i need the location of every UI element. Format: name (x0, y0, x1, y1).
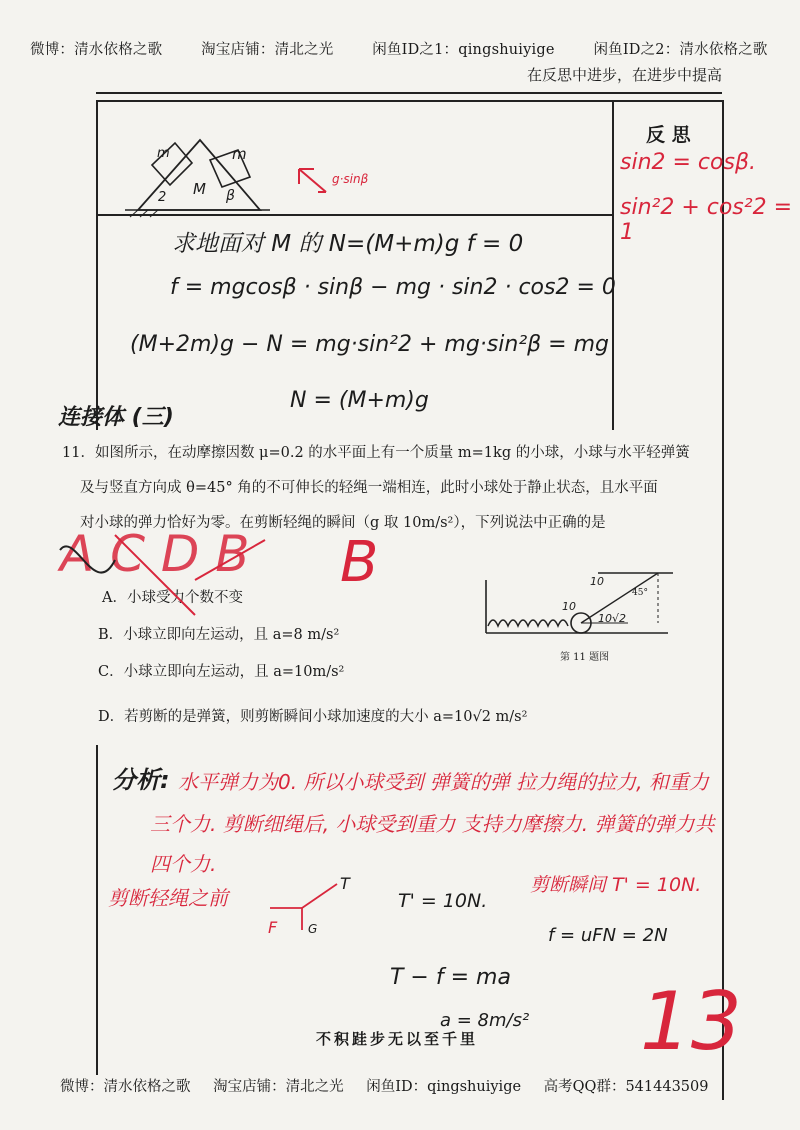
fig-caption: 第 11 题图 (560, 652, 610, 663)
question-line-1: 11．如图所示，在动摩擦因数 μ=0.2 的水平面上有一个质量 m=1kg 的小球，小球与水平轻弹簧 (62, 445, 690, 461)
header-motto: 在反思中进步，在进步中提高 (526, 66, 722, 84)
wedge-angle2-label: β (226, 188, 235, 204)
force-G-label: G (308, 922, 318, 936)
question-line-3: 对小球的弹力恰好为零。在剪断轻绳的瞬间（g 取 10m/s²），下列说法中正确的是 (80, 515, 606, 531)
wedge-block1-label: m (157, 146, 170, 161)
reflection-title: 反 思 (646, 124, 691, 146)
work-line-1: 求地面对 M 的 N=(M+m)g f = 0 (172, 231, 524, 257)
footer-taobao: 淘宝店铺：清北之光 (213, 1079, 344, 1095)
box-right-border (722, 100, 724, 1100)
wedge-angle1-label: 2 (158, 190, 167, 205)
box-top-border (96, 100, 724, 102)
header-weibo: 微博：清水依格之歌 (30, 42, 163, 58)
header-xianyu-2: 闲鱼ID之2：清水依格之歌 (593, 42, 768, 58)
footer-qq: 高考QQ群：541443509 (543, 1079, 709, 1095)
wedge-block2-label: m (232, 145, 247, 163)
header-taobao: 淘宝店铺：清北之光 (201, 42, 334, 58)
newton-eq: T − f = ma (390, 965, 511, 990)
force-label: g·sinβ (332, 172, 369, 186)
section-tag: 连接体 (三) (58, 405, 174, 430)
wedge-diagram (120, 125, 280, 220)
option-b: B．小球立即向左运动，且 a=8 m/s² (98, 627, 340, 643)
header-rule (96, 92, 722, 94)
before-label: 剪断轻绳之前 (108, 886, 228, 910)
box-left-border (96, 100, 98, 430)
friction-eq: f = uFN = 2N (548, 925, 668, 946)
fig-angle-label: 45° (632, 588, 648, 598)
reflection-divider (612, 100, 614, 430)
option-c: C．小球立即向左运动，且 a=10m/s² (98, 664, 345, 680)
page-footer (60, 1075, 726, 1096)
score-mark: 13 (640, 975, 742, 1068)
work-line-3: (M+2m)g − N = mg·sin²2 + mg·sin²β = mg (130, 332, 609, 357)
option-a: A．小球受力个数不变 (102, 590, 243, 606)
footer-weibo: 微博：清水依格之歌 (60, 1079, 191, 1095)
analysis-title: 分析: (112, 766, 170, 794)
before-eq: T' = 10N. (398, 890, 488, 912)
analysis-line-1: 水平弹力为0. 所以小球受到 弹簧的弹 拉力绳的拉力, 和重力 (178, 770, 709, 794)
header-xianyu-1: 闲鱼ID之1：qingshuiyige (372, 42, 555, 58)
analysis-left-border (96, 745, 98, 1075)
option-d: D．若剪断的是弹簧，则剪断瞬间小球加速度的大小 a=10√2 m/s² (98, 709, 528, 725)
force-F-label: F (268, 918, 278, 937)
result-eq: a = 8m/s² (440, 1010, 530, 1031)
work-line-2: f = mgcosβ · sinβ − mg · sin2 · cos2 = 0 (170, 275, 616, 300)
reflection-line-1: sin2 = cosβ. (620, 150, 756, 175)
footer-motto: 不积跬步无以至千里 (316, 1030, 479, 1048)
after-label: 剪断瞬间 T' = 10N. (530, 874, 702, 896)
fig-label-1: 10 (590, 575, 604, 588)
analysis-line-2: 三个力. 剪断细绳后, 小球受到重力 支持力摩擦力. 弹簧的弹力共 (150, 812, 715, 836)
struck-answers: A C D B (60, 525, 250, 583)
force-arrow-icon (296, 166, 332, 196)
force-T-label: T (340, 874, 350, 893)
handwritten-answer: B (340, 530, 379, 595)
fig-label-2: 10 (562, 600, 576, 613)
fig-label-3: 10√2 (598, 612, 627, 625)
question-line-2: 及与竖直方向成 θ=45° 角的不可伸长的轻绳一端相连，此时小球处于静止状态，且水平面 (80, 480, 658, 496)
reflection-line-2: sin²2 + cos²2 = 1 (620, 195, 793, 245)
page-header (30, 38, 800, 59)
wedge-body-label: M (193, 180, 206, 198)
footer-xianyu: 闲鱼ID：qingshuiyige (366, 1079, 522, 1095)
analysis-line-3: 四个力. (150, 852, 217, 876)
work-line-4: N = (M+m)g (290, 388, 429, 413)
strike-marks-icon (55, 520, 275, 620)
